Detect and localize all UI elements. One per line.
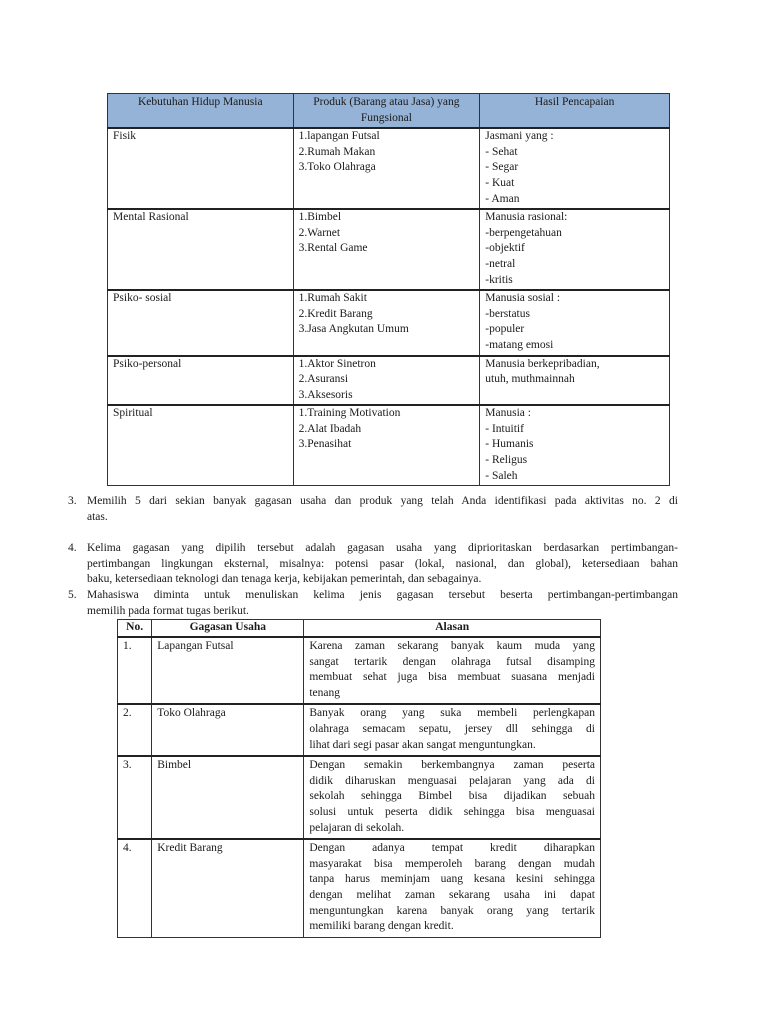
table-row	[108, 356, 670, 406]
needs-table-header	[108, 94, 670, 129]
results-cell: Manusia berkepribadian, utuh, muthmainnah	[480, 356, 670, 406]
list-item-text: Kelima gagasan yang dipilih tersebut adalah gagasan usaha yang diprioritaskan berdasarkan pertimbangan- pertimbangan lingkungan eksternal, misalnya: potensi pasar (lokal, nasional, dan global), ketersediaan bahan baku, ketersediaan teknologi dan tenaga kerja, kebijakan pemerintah, dan sebagainya.	[87, 542, 678, 586]
table-row	[108, 209, 670, 290]
header-result: Hasil Pencapaian	[480, 94, 670, 129]
products-cell: 1.Rumah Sakit 2.Kredit Barang 3.Jasa Angkutan Umum	[293, 290, 480, 355]
header-reason: Alasan	[304, 620, 601, 638]
results-cell: Manusia rasional: -berpengetahuan -objektif -netral -kritis	[480, 209, 670, 290]
need-cell: Mental Rasional	[108, 209, 294, 290]
table-row	[108, 290, 670, 355]
idea-cell: Toko Olahraga	[152, 704, 304, 756]
list-item-number: 5.	[68, 589, 77, 601]
table-row	[108, 405, 670, 485]
header-idea: Gagasan Usaha	[152, 620, 304, 638]
reason-cell: Dengan adanya tempat kredit diharapkan masyarakat bisa memperoleh barang dengan mudah tanpa harus meminjam uang kesana kesini sehingga dengan melihat zaman sekarang usaha ini dapat menguntungkan karena banyak orang yang tertarik memiliki barang dengan kredit.	[304, 839, 601, 937]
results-cell: Jasmani yang : - Sehat - Segar - Kuat - Aman	[480, 128, 670, 209]
need-cell: Spiritual	[108, 405, 294, 485]
idea-cell: Lapangan Futsal	[152, 637, 304, 704]
results-cell: Manusia sosial : -berstatus -populer -matang emosi	[480, 290, 670, 355]
header-product: Produk (Barang atau Jasa) yang Fungsional	[293, 94, 480, 129]
reason-cell: Banyak orang yang suka membeli perlengkapan olahraga semacam sepatu, jersey dll sehingga di lihat dari segi pasar akan sangat menguntungkan.	[304, 704, 601, 756]
table-row	[118, 637, 601, 704]
reason-cell: Dengan semakin berkembangnya zaman peserta didik diharuskan menguasai pelajaran yang ada di sekolah sehingga Bimbel bisa dijadikan sebuah solusi untuk peserta didik sehingga bisa menguasai pelajaran di sekolah.	[304, 756, 601, 839]
ideas-table	[117, 619, 601, 938]
products-cell: 1.Training Motivation 2.Alat Ibadah 3.Penasihat	[293, 405, 480, 485]
header-no: No.	[118, 620, 152, 638]
no-cell: 2.	[118, 704, 152, 756]
table-row	[118, 756, 601, 839]
products-cell: 1.Aktor Sinetron 2.Asuransi 3.Aksesoris	[293, 356, 480, 406]
table-row	[118, 704, 601, 756]
need-cell: Fisik	[108, 128, 294, 209]
list-item-number: 3.	[68, 495, 77, 507]
needs-table	[107, 93, 670, 486]
no-cell: 1.	[118, 637, 152, 704]
list-item-text: Memilih 5 dari sekian banyak gagasan usaha dan produk yang telah Anda identifikasi pada aktivitas no. 2 di atas.	[87, 495, 678, 523]
products-cell: 1.lapangan Futsal 2.Rumah Makan 3.Toko Olahraga	[293, 128, 480, 209]
no-cell: 4.	[118, 839, 152, 937]
results-cell: Manusia : - Intuitif - Humanis - Religus - Saleh	[480, 405, 670, 485]
ideas-table-header	[118, 620, 601, 638]
list-item-number: 4.	[68, 542, 77, 554]
no-cell: 3.	[118, 756, 152, 839]
table-row	[108, 128, 670, 209]
idea-cell: Bimbel	[152, 756, 304, 839]
reason-cell: Karena zaman sekarang banyak kaum muda yang sangat tertarik dengan olahraga futsal disamping membuat sehat juga bisa membuat suasana menjadi tenang	[304, 637, 601, 704]
header-need: Kebutuhan Hidup Manusia	[108, 94, 294, 129]
idea-cell: Kredit Barang	[152, 839, 304, 937]
need-cell: Psiko-personal	[108, 356, 294, 406]
table-row	[118, 839, 601, 937]
products-cell: 1.Bimbel 2.Warnet 3.Rental Game	[293, 209, 480, 290]
list-item-text: Mahasiswa diminta untuk menuliskan kelima jenis gagasan tersebut beserta pertimbangan-pertimbangan memilih pada format tugas berikut.	[87, 589, 678, 617]
need-cell: Psiko- sosial	[108, 290, 294, 355]
